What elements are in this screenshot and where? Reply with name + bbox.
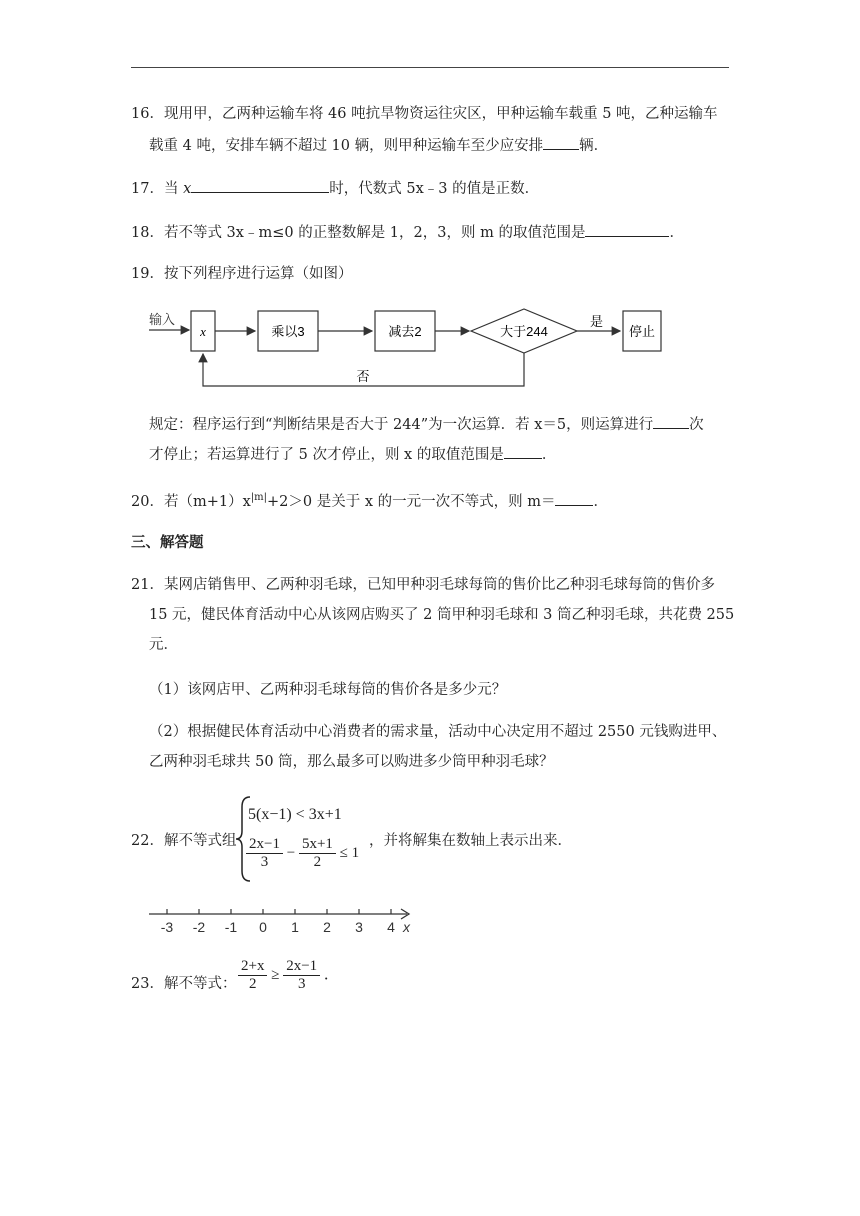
program-flowchart (147, 306, 667, 394)
q19-blank-1 (653, 413, 689, 429)
q16-line2 (149, 134, 608, 156)
q19-rule-line2 (149, 443, 556, 465)
q22-label: 22．解不等式组 (131, 833, 237, 849)
q21-part2-line2: 乙两种羽毛球共 50 筒，那么最多可以购进多少筒甲种羽毛球？ (149, 754, 554, 770)
axis-tick-label: 4 (387, 919, 395, 935)
q18-blank (585, 221, 669, 237)
flow-stop-label: 停止 (628, 324, 656, 339)
q17-pre: 17．当 (131, 181, 184, 197)
q22-inequality-2 (246, 836, 359, 871)
q17-var: x (183, 181, 192, 197)
q22-tail: ，并将解集在数轴上表示出来． (369, 833, 572, 849)
q21-line1: 21．某网店销售甲、乙两种羽毛球，已知甲种羽毛球每筒的售价比乙种羽毛球每筒的售价多 (131, 577, 715, 593)
q22-inequality-1: 5(x−1) < 3x+1 (248, 806, 342, 823)
q22-frac2-num: 5x+1 (299, 836, 336, 854)
q19-blank-2 (504, 443, 542, 459)
q16-line2-pre: 载重 4 吨，安排车辆不超过 10 辆，则甲种运输车至少应安排 (149, 138, 544, 154)
q18-post: ． (669, 225, 684, 241)
flow-yes-label: 是 (590, 314, 604, 329)
q16-line1: 16．现用甲，乙两种运输车将 46 吨抗旱物资运往灾区，甲种运输车载重 5 吨，乙种运输车 (131, 106, 718, 122)
q19-rule-line1 (149, 413, 704, 435)
axis-tick-label: 2 (323, 919, 331, 935)
axis-tick-label: 1 (291, 919, 299, 935)
q22-le: ≤ 1 (339, 844, 360, 861)
q21-part1: （1）该网店甲、乙两种羽毛球每筒的售价各是多少元？ (149, 682, 507, 698)
q22-fraction-1 (246, 836, 283, 871)
q18-pre: 18．若不等式 3x﹣m≤0 的正整数解是 1，2，3，则 m 的取值范围是 (131, 225, 586, 241)
q23-lhs-den: 2 (248, 976, 257, 992)
q19-rule2-pre: 才停止；若运算进行了 5 次才停止，则 x 的取值范围是 (149, 447, 504, 463)
q23-rhs-fraction (283, 958, 320, 993)
q23-rhs-num: 2x−1 (283, 958, 320, 976)
q22-minus: − (286, 844, 296, 861)
q20-line (131, 488, 608, 512)
q19-rule2-post: ． (541, 447, 557, 463)
axis-tick-label: 0 (259, 919, 267, 935)
q23-lhs-num: 2+x (238, 958, 267, 976)
q17-line (131, 177, 539, 199)
axis-tick-label: -2 (192, 919, 206, 935)
q23-lhs-fraction (238, 958, 267, 993)
q22-frac1-num: 2x−1 (246, 836, 283, 854)
q23-label: 23．解不等式： (131, 976, 237, 992)
flow-decision-label: 大于244 (500, 324, 548, 339)
q19-rule1-pre: 规定：程序运行到“判断结果是否大于 244”为一次运算．若 x＝5，则运算进行 (149, 417, 654, 433)
q22-frac1-den: 3 (260, 854, 269, 870)
q23-end: ． (323, 966, 339, 983)
q16-blank (543, 134, 579, 150)
q19-title: 19．按下列程序进行运算（如图） (131, 266, 353, 282)
header-rule (131, 67, 729, 68)
q21-line2: 15 元，健民体育活动中心从该网店购买了 2 筒甲种羽毛球和 3 筒乙种羽毛球，共花费 255 (149, 607, 735, 623)
flow-multiply-label: 乘以3 (271, 324, 305, 339)
q20-mid: +2＞0 是关于 x 的一元一次不等式，则 m＝ (267, 493, 556, 510)
flow-x-label: x (200, 324, 206, 339)
q23-rhs-den: 3 (297, 976, 306, 992)
q17-post: 时，代数式 5x﹣3 的值是正数． (329, 181, 540, 197)
axis-var-label: x (403, 919, 410, 935)
q19-rule1-post: 次 (689, 417, 704, 433)
q21-part2-line1: （2）根据健民体育活动中心消费者的需求量，活动中心决定用不超过 2550 元钱购进甲、 (149, 724, 727, 740)
q23-inequality (238, 958, 339, 993)
q17-blank (191, 177, 329, 193)
q20-pre: 20．若（m+1）x (131, 493, 251, 510)
q16-line2-post: 辆． (579, 138, 609, 154)
q20-exponent: |m| (250, 492, 267, 503)
axis-tick-label: 3 (355, 919, 363, 935)
q21-line3: 元． (149, 637, 178, 653)
axis-tick-label: -3 (160, 919, 174, 935)
q20-post: ． (593, 493, 608, 510)
q20-blank (555, 490, 593, 506)
section-heading: 三、解答题 (131, 534, 204, 551)
flow-subtract-label: 减去2 (388, 324, 422, 339)
q22-frac2-den: 2 (313, 854, 322, 870)
q23-ge: ≥ (271, 966, 280, 983)
q18-line (131, 221, 684, 243)
q22-fraction-2 (299, 836, 336, 871)
axis-tick-label: -1 (224, 919, 238, 935)
number-line (147, 904, 417, 938)
flow-input-label: 输入 (149, 312, 176, 327)
flow-no-label: 否 (356, 369, 370, 384)
